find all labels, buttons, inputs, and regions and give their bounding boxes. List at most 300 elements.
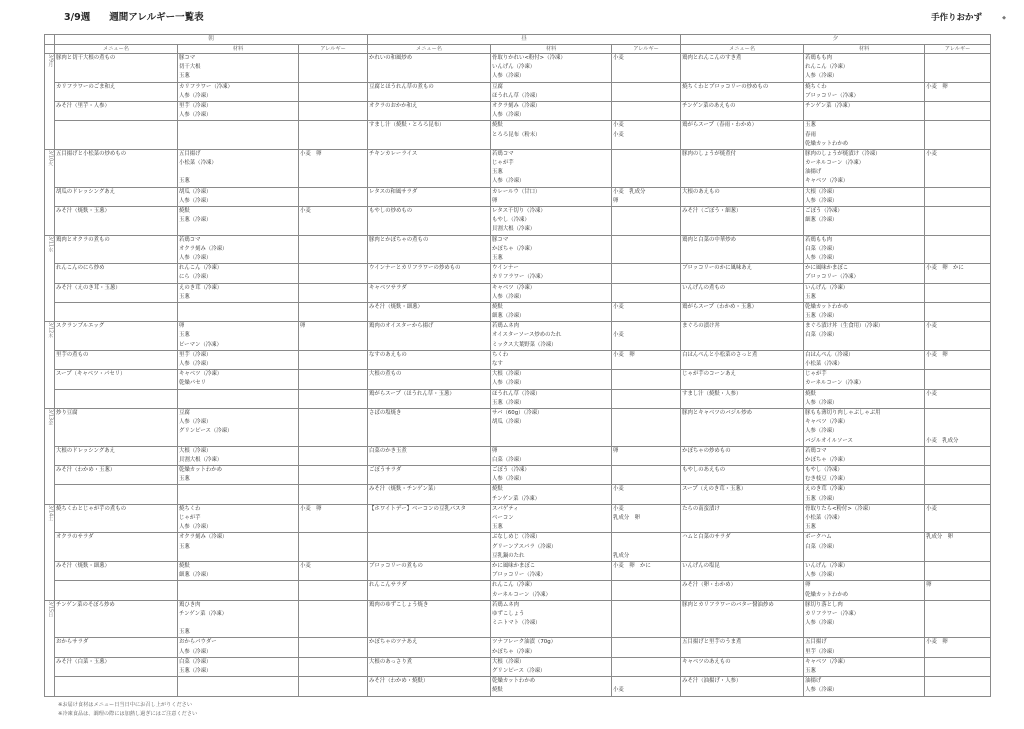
cell-line: カーネルコーン（冷凍）: [805, 160, 864, 167]
ingredients-cell: [178, 638, 299, 657]
menu-name-cell: [368, 638, 491, 657]
cell-line: [613, 150, 679, 159]
cell-line: スパゲティ: [492, 505, 519, 512]
date-label: 3/14土: [47, 504, 54, 522]
allergen-cell: [612, 504, 681, 533]
column-header-row: [45, 45, 991, 54]
ingredients-cell: [491, 322, 612, 351]
menu-name-cell: [681, 54, 804, 83]
table-row: [45, 207, 991, 236]
cell-line: 春雨: [805, 131, 816, 138]
allergen-cell: [299, 235, 368, 264]
cell-line: じゃが芋: [805, 371, 827, 378]
ingredients-cell: [178, 485, 299, 504]
menu-name-cell: [55, 581, 178, 600]
cell-line: いんげん（冷凍）: [492, 64, 536, 71]
cell-line: 焼麩: [492, 122, 503, 129]
cell-line: [926, 427, 989, 436]
cell-line: [300, 236, 366, 245]
cell-line: えのき茸（冷凍）: [179, 284, 223, 291]
cell-line: みそ汁（焼麩・細葱）: [56, 562, 110, 569]
cell-line: かぼちゃの炒めもの: [682, 447, 731, 454]
cell-line: 五目揚げ: [179, 150, 201, 157]
menu-name-cell: [368, 235, 491, 264]
allergen-cell: [612, 54, 681, 83]
cell-line: チンゲン菜（冷凍）: [805, 102, 854, 109]
cell-line: 胡瓜のドレッシングあえ: [56, 188, 116, 195]
menu-name-cell: [55, 485, 178, 504]
cell-line: [300, 390, 366, 399]
table-row: [45, 638, 991, 657]
cell-line: [926, 102, 989, 111]
cell-line: ゆずこしょう: [492, 610, 525, 617]
ingredients-cell: [178, 581, 299, 600]
cell-line: 乳成分: [613, 552, 630, 559]
ingredients-cell: [491, 235, 612, 264]
cell-line: [300, 54, 366, 63]
allergen-cell: [925, 677, 991, 696]
corner-cell: [45, 45, 55, 54]
ingredients-cell: [491, 283, 612, 302]
menu-name-cell: [368, 504, 491, 533]
allergen-cell: [299, 533, 368, 562]
cell-line: 焼麩: [179, 562, 190, 569]
cell-line: とろろ昆布（粉末）: [492, 131, 541, 138]
cell-line: じゃが芋のコーンあえ: [682, 371, 736, 378]
ingredients-cell: [491, 408, 612, 446]
cell-line: レタスの和風サラダ: [369, 188, 418, 195]
cell-line: ごぼう（冷凍）: [492, 467, 530, 474]
cell-line: 五目揚げ: [805, 639, 827, 646]
cell-line: 白菜（冷凍）: [805, 245, 838, 252]
allergen-cell: [299, 600, 368, 638]
cell-line: いんげん（冷凍）: [805, 284, 849, 291]
cell-line: カレールウ（甘口）: [492, 188, 541, 195]
cell-line: 油揚げ: [805, 678, 822, 685]
ingredients-cell: [178, 466, 299, 485]
cell-line: [56, 485, 176, 494]
cell-line: 卵: [613, 447, 619, 454]
menu-name-cell: [681, 638, 804, 657]
menu-name-cell: [368, 101, 491, 120]
menu-name-cell: [368, 408, 491, 446]
allergen-cell: [925, 638, 991, 657]
menu-name-cell: [681, 657, 804, 676]
cell-line: 乾燥カットわかめ: [805, 140, 849, 147]
ingredients-cell: [491, 504, 612, 533]
ingredients-cell: [804, 408, 925, 446]
cell-line: 人参（冷凍）: [805, 620, 838, 627]
col-menu-name: メニュー名: [368, 45, 491, 54]
allergen-cell: [925, 101, 991, 120]
cell-line: 鶏ひき肉: [179, 601, 201, 608]
cell-line: もやしのあえもの: [682, 467, 726, 474]
cell-line: 乾燥カットわかめ: [805, 591, 849, 598]
menu-name-cell: [681, 235, 804, 264]
allergen-cell: [925, 322, 991, 351]
table-row: [45, 504, 991, 533]
cell-line: [926, 485, 989, 494]
table-row: [45, 350, 991, 369]
menu-name-cell: [55, 235, 178, 264]
cell-line: 乾燥パセリ: [179, 380, 206, 387]
ingredients-cell: [804, 235, 925, 264]
ingredients-cell: [804, 466, 925, 485]
cell-line: 細葱（冷凍）: [805, 217, 838, 224]
allergen-cell: [299, 638, 368, 657]
cell-line: たらの南蛮漬け: [682, 505, 720, 512]
cell-line: じゃが芋: [179, 515, 201, 521]
cell-line: カリフラワー（冷凍）: [492, 274, 546, 281]
menu-name-cell: [681, 121, 804, 150]
cell-line: 玉葱: [179, 332, 190, 339]
cell-line: 豚切り落とし肉: [805, 601, 843, 608]
cell-line: 小麦: [613, 55, 624, 61]
ingredients-cell: [491, 101, 612, 120]
menu-name-cell: [55, 408, 178, 446]
menu-name-cell: [681, 187, 804, 206]
col-menu-name: メニュー名: [681, 45, 804, 54]
cell-line: キャベツ（冷凍）: [805, 419, 849, 426]
cell-line: 玉葱: [179, 293, 190, 300]
table-row: [45, 101, 991, 120]
cell-line: 油揚げ: [805, 169, 822, 176]
cell-line: 玉葱（冷凍）: [805, 495, 838, 502]
date-label: 3/12木: [47, 322, 54, 339]
handmade-label: 手作りおかず: [930, 13, 982, 23]
cell-line: 貝割大根（冷凍）: [179, 456, 223, 463]
menu-name-cell: [55, 101, 178, 120]
ingredients-cell: [804, 446, 925, 465]
cell-line: すまし汁（焼麩・とろろ昆布）: [369, 122, 445, 129]
cell-line: ブロッコリー（冷凍）: [805, 274, 859, 281]
allergen-cell: [612, 466, 681, 485]
allergen-cell: [925, 235, 991, 264]
cell-line: 玉葱（冷凍）: [805, 313, 838, 320]
cell-line: 人参（冷凍）: [492, 293, 525, 300]
meal-header-breakfast: 朝: [55, 35, 368, 45]
cell-line: [926, 284, 989, 293]
cell-line: 玉葱: [179, 73, 190, 80]
allergen-cell: [925, 504, 991, 533]
cell-line: ピーマン（冷凍）: [179, 341, 222, 348]
page-header: [0, 10, 1024, 26]
menu-name-cell: [55, 389, 178, 408]
cell-line: [300, 466, 366, 475]
allergen-cell: [299, 370, 368, 389]
table-row: [45, 283, 991, 302]
footnotes: [58, 701, 197, 719]
allergen-cell: [925, 600, 991, 638]
cell-line: なす: [492, 361, 503, 367]
cell-line: 焼ちくわとじゃが芋の煮もの: [56, 505, 127, 512]
cell-line: 玉葱: [179, 543, 190, 550]
allergen-cell: [925, 121, 991, 150]
meal-header-row: [45, 35, 991, 45]
cell-line: 焼ちくわ: [805, 83, 827, 90]
col-ingredients: 材料: [178, 45, 299, 54]
cell-line: 玉葱: [805, 293, 816, 300]
ingredients-cell: [491, 149, 612, 187]
menu-name-cell: [368, 149, 491, 187]
ingredients-cell: [491, 264, 612, 283]
menu-name-cell: [55, 207, 178, 236]
cell-line: 豆腐とほうれん草の煮もの: [369, 83, 434, 90]
cell-line: スープ（えのき茸・玉葱）: [682, 486, 747, 493]
allergen-cell: [612, 121, 681, 150]
cell-line: [926, 658, 989, 667]
table-row: [45, 235, 991, 264]
cell-line: 小麦 卵 かに: [926, 265, 964, 272]
ingredients-cell: [804, 581, 925, 600]
menu-name-cell: [368, 677, 491, 696]
cell-line: [926, 466, 989, 475]
cell-line: [300, 264, 366, 273]
footnote: ※お届け食材はメニュー日当日中にお召し上がりください: [58, 702, 193, 708]
cell-line: ブロッコリーのかに風味あえ: [682, 265, 753, 272]
date-cell: [45, 322, 55, 409]
menu-name-cell: [681, 581, 804, 600]
cell-line: みそ汁（白菜・玉葱）: [56, 658, 110, 665]
cell-line: キャベツ（冷凍）: [492, 284, 536, 291]
cell-line: 人参（冷凍）: [805, 399, 838, 406]
cell-line: 小麦: [926, 390, 937, 397]
menu-name-cell: [368, 370, 491, 389]
cell-line: 鶏がらスープ（ほうれん草・玉葱）: [369, 390, 455, 397]
ingredients-cell: [491, 370, 612, 389]
allergen-cell: [612, 561, 681, 580]
ingredients-cell: [178, 283, 299, 302]
allergen-cell: [299, 283, 368, 302]
menu-name-cell: [681, 149, 804, 187]
menu-name-cell: [55, 350, 178, 369]
cell-line: [613, 264, 679, 273]
cell-line: [300, 409, 366, 418]
cell-line: 鶏がらスープ（春雨・わかめ）: [682, 122, 757, 129]
cell-line: 焼ちくわ: [179, 505, 201, 512]
menu-name-cell: [368, 82, 491, 101]
cell-line: 人参（冷凍）: [179, 524, 212, 531]
cell-line: [926, 447, 989, 456]
ingredients-cell: [178, 657, 299, 676]
cell-line: 人参（冷凍）: [492, 178, 525, 185]
ingredients-cell: [178, 302, 299, 321]
cell-line: みそ汁（油揚げ・人参）: [682, 678, 742, 685]
cell-line: ほうれん草（冷凍）: [492, 92, 541, 99]
cell-line: [300, 188, 366, 197]
menu-name-cell: [55, 677, 178, 696]
table-row: [45, 121, 991, 150]
menu-name-cell: [368, 581, 491, 600]
ingredients-cell: [178, 600, 299, 638]
allergen-cell: [612, 187, 681, 206]
cell-line: ミックス大葉野菜（冷凍）: [492, 341, 557, 348]
cell-line: 小麦: [613, 122, 624, 129]
allergen-cell: [299, 264, 368, 283]
cell-line: 鶏がらスープ（わかめ・玉葱）: [682, 303, 757, 310]
allergen-cell: [299, 207, 368, 236]
cell-line: 胡瓜（冷凍）: [492, 419, 525, 426]
ingredients-cell: [178, 235, 299, 264]
cell-line: [179, 581, 297, 590]
cell-line: [926, 54, 989, 63]
menu-name-cell: [368, 121, 491, 150]
table-row: [45, 54, 991, 83]
cell-line: [300, 351, 366, 360]
cell-line: 乳成分 卵: [926, 534, 954, 541]
ingredients-cell: [804, 264, 925, 283]
menu-name-cell: [681, 446, 804, 465]
table-row: [45, 446, 991, 465]
cell-line: [300, 601, 366, 610]
allergen-cell: [299, 561, 368, 580]
allergen-cell: [925, 581, 991, 600]
menu-name-cell: [55, 466, 178, 485]
cell-line: [613, 638, 679, 647]
cell-line: ブロッコリー（冷凍）: [492, 572, 546, 579]
cell-line: れんこんサラダ: [369, 582, 407, 589]
table-row: [45, 82, 991, 101]
cell-line: [613, 533, 679, 542]
date-cell: [45, 408, 55, 504]
cell-line: まぐろ漬け丼（生食用）（冷凍）: [805, 323, 884, 330]
cell-line: [300, 284, 366, 293]
cell-line: [613, 83, 679, 92]
cell-line: [179, 303, 297, 312]
cell-line: 人参（冷凍）: [805, 428, 838, 435]
cell-line: ボークハム: [805, 534, 832, 541]
table-row: [45, 149, 991, 187]
cell-line: [613, 102, 679, 111]
cell-line: レタス千切り（冷凍）: [492, 208, 546, 214]
menu-name-cell: [681, 485, 804, 504]
cell-line: 小麦: [613, 486, 624, 493]
cell-line: 焼麩: [492, 303, 503, 310]
cell-line: 玉葱: [179, 178, 190, 185]
corner-cell: [45, 35, 55, 45]
allergen-cell: [612, 600, 681, 638]
ingredients-cell: [491, 389, 612, 408]
cell-line: [300, 102, 366, 111]
ingredients-cell: [178, 121, 299, 150]
ingredients-cell: [804, 370, 925, 389]
cell-line: 大根のドレッシングあえ: [56, 447, 116, 454]
page-title: 3/9週 週間アレルギー一覧表: [64, 12, 204, 23]
cell-line: [613, 466, 679, 475]
cell-line: かぼちゃのツナあえ: [369, 639, 418, 646]
ingredients-cell: [178, 264, 299, 283]
ingredients-cell: [491, 561, 612, 580]
menu-name-cell: [55, 322, 178, 351]
menu-name-cell: [55, 264, 178, 283]
cell-line: [926, 601, 989, 610]
cell-line: 人参（冷凍）: [179, 254, 212, 261]
cell-line: 玉葱: [492, 524, 503, 531]
cell-line: [179, 168, 297, 177]
cell-line: 大根（冷凍）: [805, 188, 838, 195]
cell-line: 里芋（冷凍）: [179, 102, 212, 109]
ingredients-cell: [178, 82, 299, 101]
ingredients-cell: [491, 207, 612, 236]
cell-line: [56, 121, 176, 130]
menu-name-cell: [368, 264, 491, 283]
cell-line: 豆乳鍋のたれ: [492, 552, 525, 559]
cell-line: 鶏肉のオイスターから揚げ: [369, 323, 434, 330]
allergen-cell: [612, 101, 681, 120]
menu-name-cell: [55, 504, 178, 533]
cell-line: 玉葱: [805, 524, 816, 531]
ingredients-cell: [804, 485, 925, 504]
cell-line: 五目揚げと里芋のうま煮: [682, 639, 742, 646]
cell-line: カリフラワー（冷凍）: [179, 83, 233, 90]
ingredients-cell: [804, 600, 925, 638]
ingredients-cell: [804, 657, 925, 676]
allergen-cell: [925, 350, 991, 369]
cell-line: 豚肉とキャベツのバジル炒め: [682, 409, 753, 416]
ingredients-cell: [491, 657, 612, 676]
table-row: [45, 370, 991, 389]
cell-line: オクラ刻み（冷凍）: [492, 102, 541, 109]
cell-line: おからパウダー: [179, 639, 217, 646]
cell-line: [613, 409, 679, 418]
table-body: [45, 54, 991, 697]
cell-line: [926, 236, 989, 245]
menu-name-cell: [55, 302, 178, 321]
allergen-cell: [612, 302, 681, 321]
ingredients-cell: [491, 54, 612, 83]
cell-line: 豚肉と切干大根の煮もの: [56, 55, 116, 61]
cell-line: 鶏肉とオクラの煮もの: [56, 236, 110, 243]
allergen-cell: [299, 581, 368, 600]
cell-line: 豚コマ: [492, 236, 509, 243]
cell-line: みそ汁（焼麩・玉葱）: [56, 208, 110, 214]
cell-line: オクラのおかか和え: [369, 102, 418, 109]
allergen-cell: [925, 283, 991, 302]
menu-name-cell: [681, 207, 804, 236]
cell-line: 乾燥カットわかめ: [492, 678, 536, 685]
date-cell: [45, 504, 55, 600]
allergen-cell: [925, 149, 991, 187]
table-row: [45, 600, 991, 638]
menu-name-cell: [368, 54, 491, 83]
ingredients-cell: [804, 207, 925, 236]
allergen-cell: [299, 466, 368, 485]
cell-line: 乾燥カットわかめ: [179, 467, 223, 474]
allergen-cell: [299, 350, 368, 369]
cell-line: かぼちゃ（冷凍）: [805, 456, 849, 463]
table-row: [45, 657, 991, 676]
cell-line: じゃが芋: [492, 160, 514, 167]
ingredients-cell: [178, 149, 299, 187]
menu-name-cell: [368, 466, 491, 485]
date-label: 3/11水: [47, 235, 54, 252]
cell-line: 人参（冷凍）: [805, 687, 838, 694]
col-allergens: アレルギー: [925, 45, 991, 54]
cell-line: 豆腐: [179, 409, 190, 416]
date-cell: [45, 600, 55, 696]
cell-line: 小麦: [613, 687, 624, 694]
cell-line: みそ汁（えのき茸・玉葱）: [56, 284, 121, 291]
cell-line: 玉葱（冷凍）: [179, 668, 212, 674]
allergen-cell: [612, 408, 681, 446]
cell-line: 乾燥カットわかめ: [805, 303, 849, 310]
cell-line: スクランブルエッグ: [56, 323, 105, 330]
cell-line: 卵: [926, 582, 932, 589]
cell-line: オイスターソース炒めのたれ: [492, 332, 562, 339]
allergen-cell: [612, 389, 681, 408]
cell-line: 玉葱: [492, 254, 503, 261]
cell-line: 白菜（冷凍）: [492, 456, 525, 463]
